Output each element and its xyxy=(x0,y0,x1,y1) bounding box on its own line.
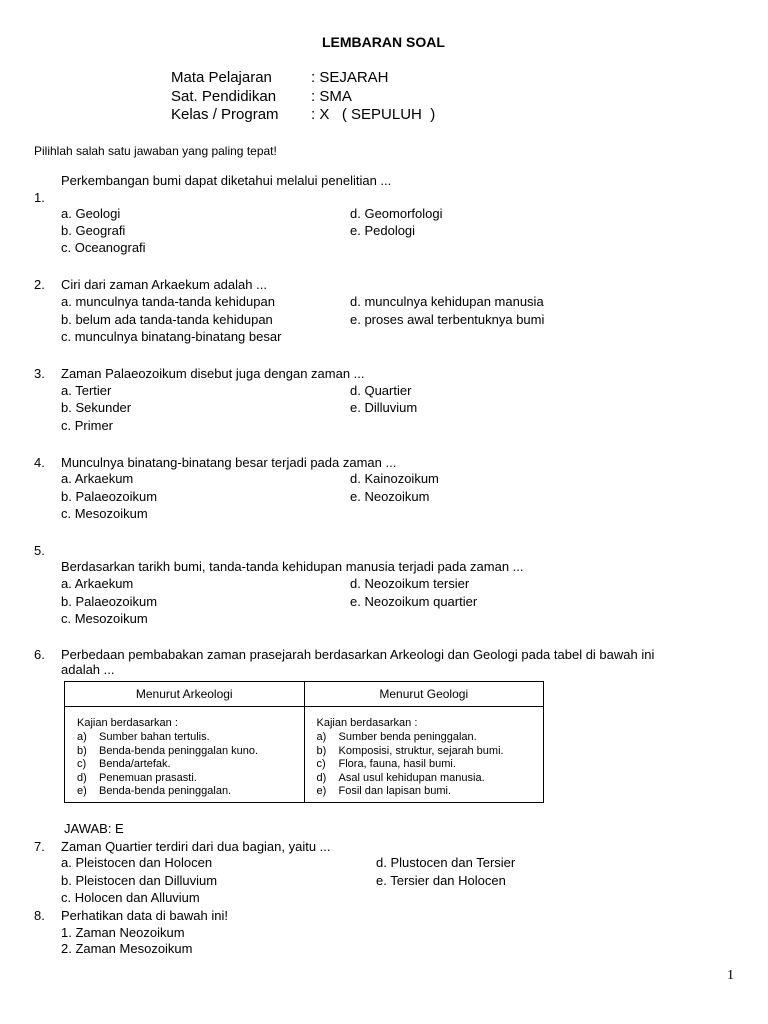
question-1-option-e: e. Pedologi xyxy=(350,223,416,238)
meta-label-subject: Mata Pelajaran xyxy=(171,69,272,86)
question-3-option-c: c. Primer xyxy=(61,418,113,433)
question-6-number: 6. xyxy=(34,647,45,662)
question-2-option-c: c. munculnya binatang-binatang besar xyxy=(61,329,282,344)
table-row: a) Sumber benda peninggalan. xyxy=(316,731,477,743)
instruction: Pilihlah salah satu jawaban yang paling tepat! xyxy=(34,144,277,158)
table-row: c) Benda/artefak. xyxy=(77,758,171,770)
question-8-item-1: 1. Zaman Neozoikum xyxy=(61,925,185,940)
question-6-text-line2: adalah ... xyxy=(61,662,115,677)
table-row: d) Penemuan prasasti. xyxy=(77,771,197,784)
question-1-number: 1. xyxy=(34,190,45,205)
meta-value-class: : X ( SEPULUH ) xyxy=(311,106,436,123)
question-3-text: Zaman Palaeozoikum disebut juga dengan zaman ... xyxy=(61,366,365,381)
question-4-option-e: e. Neozoikum xyxy=(350,489,430,504)
answer-note: JAWAB: E xyxy=(64,821,124,836)
table-row: a) Sumber bahan tertulis. xyxy=(77,731,210,743)
question-2-option-e: e. proses awal terbentuknya bumi xyxy=(350,312,545,327)
meta-value-subject: : SEJARAH xyxy=(311,69,389,86)
table-caption: Kajian berdasarkan : xyxy=(77,717,178,729)
comparison-table xyxy=(64,681,544,803)
question-2-option-b: b. belum ada tanda-tanda kehidupan xyxy=(61,312,273,327)
table-row: e) Benda-benda peninggalan. xyxy=(77,785,232,797)
table-cell-geologi xyxy=(304,707,544,803)
question-5-option-d: d. Neozoikum tersier xyxy=(350,576,470,591)
question-7-option-e: e. Tersier dan Holocen xyxy=(376,873,506,888)
question-1-option-a: a. Geologi xyxy=(61,206,121,221)
table-row: c) Flora, fauna, hasil bumi. xyxy=(316,758,456,770)
question-5-number: 5. xyxy=(34,543,45,558)
question-3-number: 3. xyxy=(34,366,45,381)
question-8-item-2: 2. Zaman Mesozoikum xyxy=(61,941,193,956)
table-cell-arkeologi xyxy=(65,707,305,803)
question-3-option-d: d. Quartier xyxy=(350,383,412,398)
table-row: e) Fosil dan lapisan bumi. xyxy=(316,785,452,797)
page-title: LEMBARAN SOAL xyxy=(322,34,445,50)
question-4-option-c: c. Mesozoikum xyxy=(61,506,148,521)
question-7-option-a: a. Pleistocen dan Holocen xyxy=(61,855,213,870)
table-row: b) Benda-benda peninggalan kuno. xyxy=(77,744,259,757)
question-4-option-b: b. Palaeozoikum xyxy=(61,489,158,504)
question-7-number: 7. xyxy=(34,839,45,854)
meta-value-school: : SMA xyxy=(311,88,352,105)
question-3-option-e: e. Dilluvium xyxy=(350,400,418,415)
page-number: 1 xyxy=(727,968,734,983)
question-8-number: 8. xyxy=(34,908,45,923)
question-5-text: Berdasarkan tarikh bumi, tanda-tanda kehidupan manusia terjadi pada zaman ... xyxy=(61,559,524,574)
question-7-option-c: c. Holocen dan Alluvium xyxy=(61,890,200,905)
question-4-text: Munculnya binatang-binatang besar terjadi pada zaman ... xyxy=(61,455,397,470)
table-caption: Kajian berdasarkan : xyxy=(316,717,418,729)
question-3-option-a: a. Tertier xyxy=(61,383,112,398)
meta-label-school: Sat. Pendidikan xyxy=(171,88,277,105)
question-3-option-b: b. Sekunder xyxy=(61,400,132,415)
question-6-text-line1: Perbedaan pembabakan zaman prasejarah berdasarkan Arkeologi dan Geologi pada tabel di bawah ini xyxy=(61,647,655,662)
question-5-option-c: c. Mesozoikum xyxy=(61,611,148,626)
question-7-option-d: d. Plustocen dan Tersier xyxy=(376,855,516,870)
question-1-option-c: c. Oceanografi xyxy=(61,240,146,255)
question-4-option-a: a. Arkaekum xyxy=(61,471,134,486)
question-4-option-d: d. Kainozoikum xyxy=(350,471,439,486)
question-1-text: Perkembangan bumi dapat diketahui melalui penelitian ... xyxy=(61,173,392,188)
question-2-option-a: a. munculnya tanda-tanda kehidupan xyxy=(61,294,275,309)
question-7-text: Zaman Quartier terdiri dari dua bagian, yaitu ... xyxy=(61,839,331,854)
table-header-geologi: Menurut Geologi xyxy=(304,682,544,707)
question-2-option-d: d. munculnya kehidupan manusia xyxy=(350,294,544,309)
question-8-text: Perhatikan data di bawah ini! xyxy=(61,908,228,923)
question-1-option-d: d. Geomorfologi xyxy=(350,206,443,221)
question-7-option-b: b. Pleistocen dan Dilluvium xyxy=(61,873,218,888)
question-4-number: 4. xyxy=(34,455,45,470)
table-row: b) Komposisi, struktur, sejarah bumi. xyxy=(316,744,504,757)
question-2-number: 2. xyxy=(34,277,45,292)
question-5-option-a: a. Arkaekum xyxy=(61,576,134,591)
table-row: d) Asal usul kehidupan manusia. xyxy=(316,771,485,784)
meta-label-class: Kelas / Program xyxy=(171,106,279,123)
question-5-option-b: b. Palaeozoikum xyxy=(61,594,158,609)
table-header-arkeologi: Menurut Arkeologi xyxy=(65,682,305,707)
question-1-option-b: b. Geografi xyxy=(61,223,126,238)
question-2-text: Ciri dari zaman Arkaekum adalah ... xyxy=(61,277,267,292)
question-5-option-e: e. Neozoikum quartier xyxy=(350,594,478,609)
